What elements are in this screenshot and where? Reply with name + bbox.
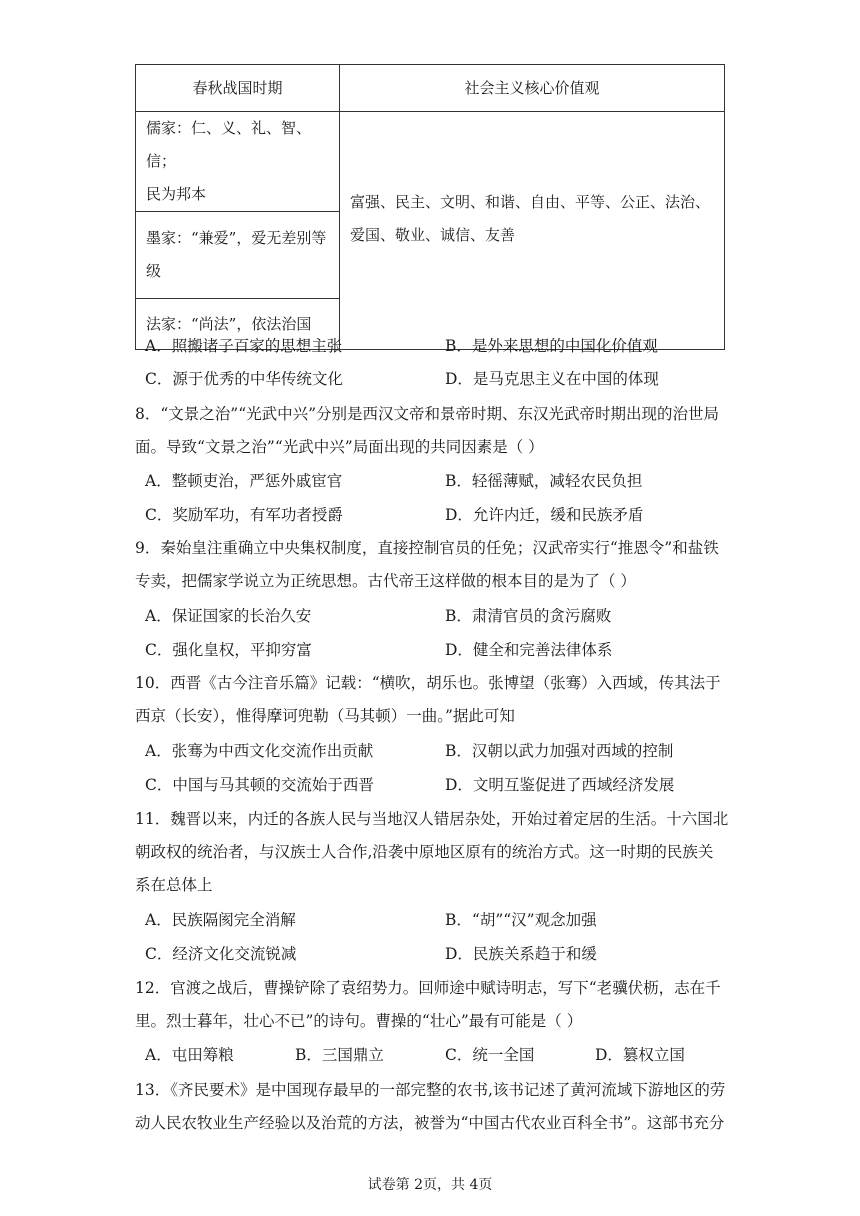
page-footer: 试卷第 2页，共 4页 bbox=[367, 1177, 493, 1193]
q8-option-d[interactable]: D．允许内迁，缓和民族矛盾 bbox=[445, 506, 644, 524]
q11-option-d[interactable]: D．民族关系趋于和缓 bbox=[445, 945, 597, 963]
q9-stem: 9．秦始皇注重确立中央集权制度，直接控制官员的任免；汉武帝实行“推恩令”和盐铁 专卖，把儒家学说立为正统思想。古代帝王这样做的根本目的是为了（ ） bbox=[135, 539, 719, 590]
q11-stem: 11．魏晋以来，内迁的各族人民与当地汉人错居杂处，开始过着定居的生活。十六国北 朝政权的统治者，与汉族士人合作,沿袭中原地区原有的统治方式。这一时期的民族关 系在总体上 bbox=[135, 810, 729, 894]
q12-stem: 12．官渡之战后，曹操铲除了袁绍势力。回师途中赋诗明志，写下“老骥伏枥，志在千 里。烈士暮年，壮心不已”的诗句。曹操的“壮心”最有可能是（ ） bbox=[135, 979, 721, 1030]
q7-option-d[interactable]: D．是马克思主义在中国的体现 bbox=[445, 370, 659, 388]
q10-option-b[interactable]: B．汉朝以武力加强对西域的控制 bbox=[445, 742, 674, 760]
comparison-table bbox=[135, 64, 725, 350]
table-cell-core-values: 富强、民主、文明、和谐、自由、平等、公正、法治、 爱国、敬业、诚信、友善 bbox=[340, 112, 725, 350]
q10-options-row-1 bbox=[145, 735, 735, 768]
q11-options-row-2 bbox=[145, 938, 735, 971]
q10-option-d[interactable]: D．文明互鉴促进了西域经济发展 bbox=[445, 776, 675, 794]
q9-option-a[interactable]: A．保证国家的长治久安 bbox=[145, 607, 312, 625]
table-cell-confucianism: 儒家：仁、义、礼、智、信； 民为邦本 bbox=[136, 112, 340, 212]
q9-option-b[interactable]: B．肃清官员的贪污腐败 bbox=[445, 607, 612, 625]
q12-option-b[interactable]: B．三国鼎立 bbox=[295, 1046, 384, 1064]
q10-stem: 10．西晋《古今注音乐篇》记载：“横吹，胡乐也。张博望（张骞）入西域，传其法于 西京（长安），惟得摩诃兜勒（马其顿）一曲。”据此可知 bbox=[135, 674, 721, 725]
table-cell-legalism: 法家：“尚法”，依法治国 bbox=[136, 299, 340, 350]
q7-option-b[interactable]: B．是外来思想的中国化价值观 bbox=[445, 337, 658, 355]
q8-option-b[interactable]: B．轻徭薄赋，减轻农民负担 bbox=[445, 472, 643, 490]
q11-options-row-1 bbox=[145, 904, 735, 937]
q8-stem: 8．“文景之治”“光武中兴”分别是西汉文帝和景帝时期、东汉光武帝时期出现的治世局 面。导致“文景之治”“光武中兴”局面出现的共同因素是（ ） bbox=[135, 405, 720, 456]
table-header-left: 春秋战国时期 bbox=[136, 65, 340, 112]
q9-options-row-1 bbox=[145, 600, 735, 633]
table-header-right: 社会主义核心价值观 bbox=[340, 65, 725, 112]
q9-options-row-2 bbox=[145, 634, 735, 667]
q8-options-row-2 bbox=[145, 499, 735, 532]
q7-option-c[interactable]: C．源于优秀的中华传统文化 bbox=[145, 370, 343, 388]
q12-options-row bbox=[145, 1039, 735, 1072]
q8-options-row-1 bbox=[145, 465, 735, 498]
q12-option-a[interactable]: A．屯田筹粮 bbox=[145, 1046, 234, 1064]
q7-options-row-2 bbox=[145, 363, 735, 396]
q9-option-d[interactable]: D．健全和完善法律体系 bbox=[445, 641, 613, 659]
q12-option-c[interactable]: C．统一全国 bbox=[445, 1046, 535, 1064]
q13-stem: 13．《齐民要术》是中国现存最早的一部完整的农书,该书记述了黄河流域下游地区的劳 动人民农牧业生产经验以及治荒的方法，被誉为“中国古代农业百科全书”。这部书充分 bbox=[135, 1081, 726, 1132]
q10-option-c[interactable]: C．中国与马其顿的交流始于西晋 bbox=[145, 776, 374, 794]
q10-options-row-2 bbox=[145, 769, 735, 802]
q9-option-c[interactable]: C．强化皇权，平抑穷富 bbox=[145, 641, 312, 659]
q7-options-row-1 bbox=[145, 330, 735, 363]
q10-option-a[interactable]: A．张骞为中西文化交流作出贡献 bbox=[145, 742, 374, 760]
q7-option-a[interactable]: A．照搬诸子百家的思想主张 bbox=[145, 337, 343, 355]
q11-option-b[interactable]: B．“胡”“汉”观念加强 bbox=[445, 911, 597, 929]
q11-option-a[interactable]: A．民族隔阂完全消解 bbox=[145, 911, 296, 929]
q12-option-d[interactable]: D．篡权立国 bbox=[595, 1046, 685, 1064]
q11-option-c[interactable]: C．经济文化交流锐减 bbox=[145, 945, 297, 963]
q8-option-a[interactable]: A．整顿吏治，严惩外戚宦官 bbox=[145, 472, 343, 490]
table-cell-mohism: 墨家：“兼爱”，爱无差别等 级 bbox=[136, 212, 340, 299]
q8-option-c[interactable]: C．奖励军功，有军功者授爵 bbox=[145, 506, 343, 524]
